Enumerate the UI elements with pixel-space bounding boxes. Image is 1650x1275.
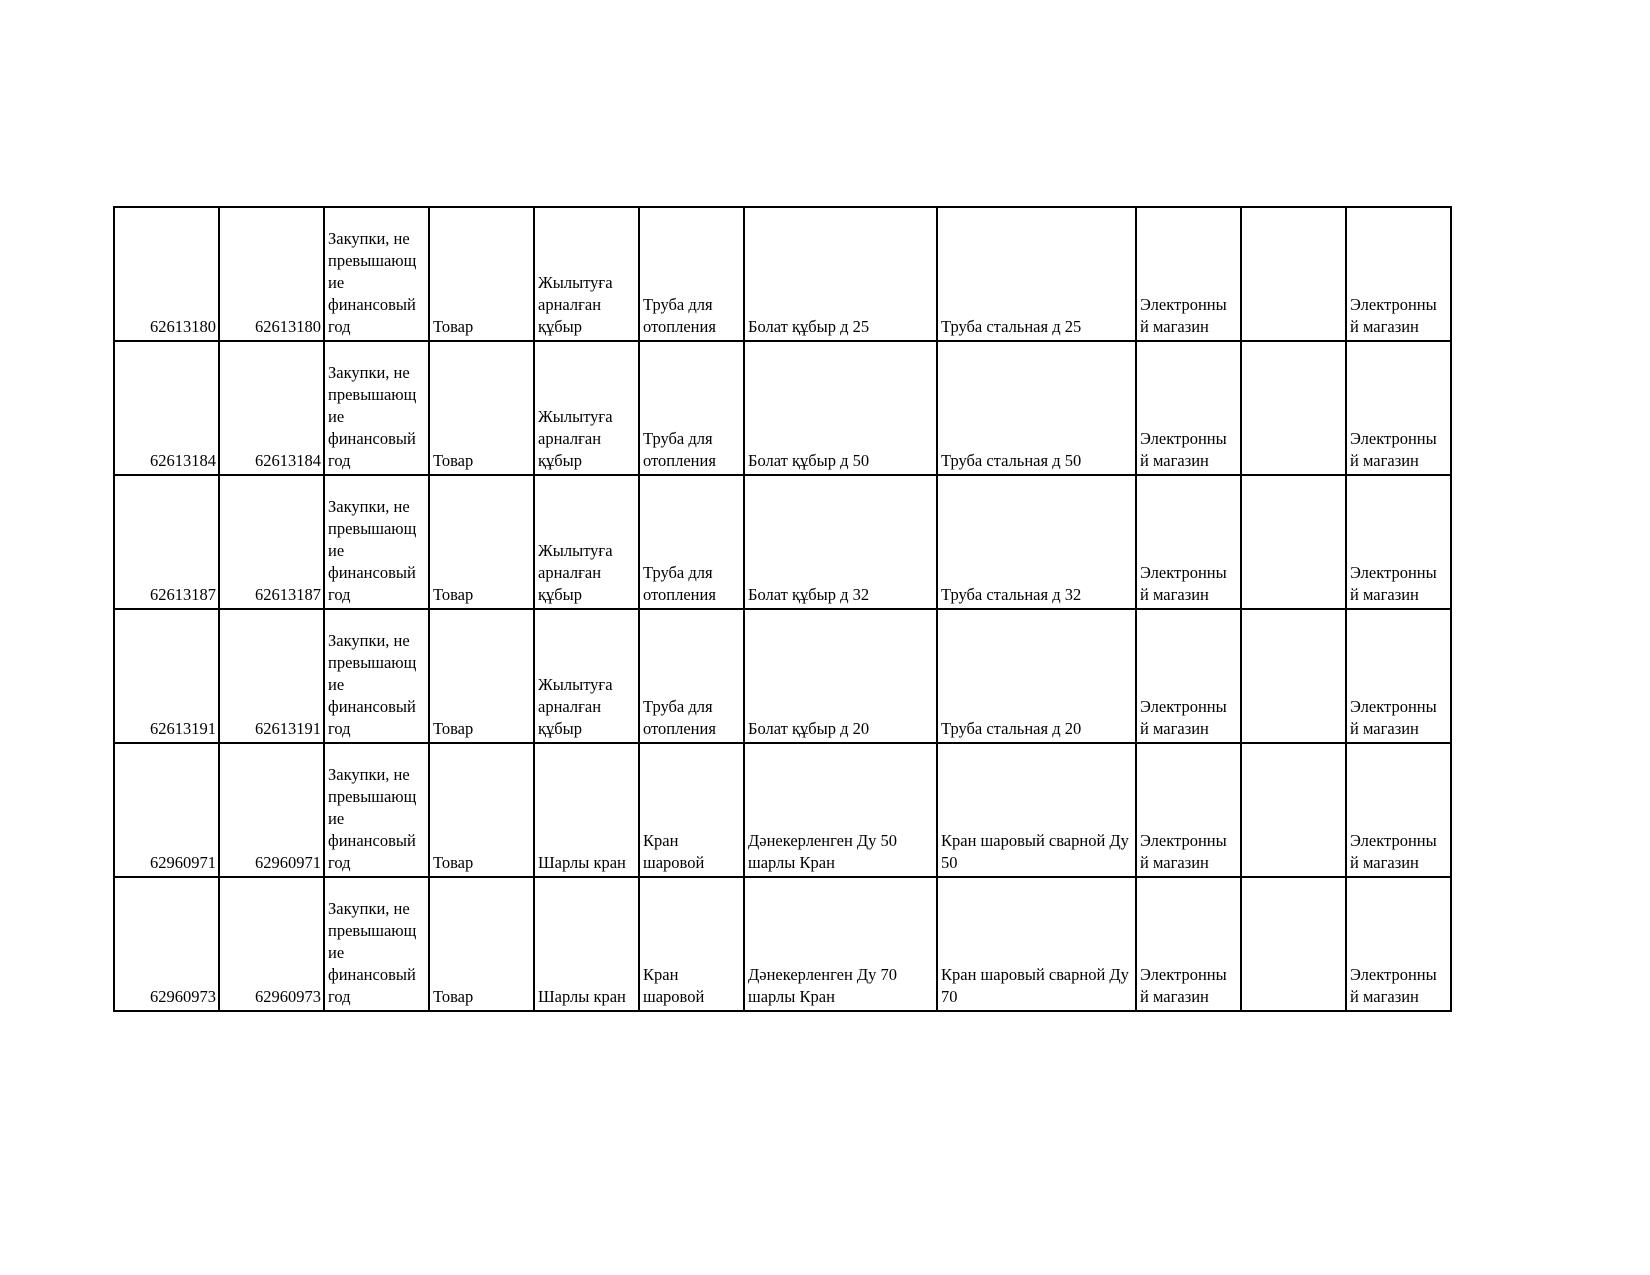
item-spec-ru-cell-text: Труба стальная д 20 [941,719,1082,738]
lot-id-cell [114,475,219,609]
item-name-ru-cell [639,743,744,877]
lot-id-cell-text: 62613180 [150,317,216,336]
subject-type-cell [429,207,534,341]
procurement-method-cell-text: Закупки, не превышающ ие финансовый год [328,363,417,470]
item-name-kz-cell [534,609,639,743]
item-name-ru-cell [639,341,744,475]
table-body [114,207,1451,1011]
item-spec-ru-cell [937,877,1136,1011]
empty-cell [1241,475,1346,609]
table-row [114,877,1451,1011]
lot-id-cell-text: 62613191 [150,719,216,738]
item-name-ru-cell-text: Труба для отопления [643,295,716,336]
purchase-channel-cell [1136,609,1241,743]
purchase-channel-cell [1136,341,1241,475]
item-name-kz-cell [534,877,639,1011]
purchase-channel-alt-cell-text: Электронны й магазин [1350,831,1437,872]
empty-cell [1241,609,1346,743]
purchase-channel-cell-text: Электронны й магазин [1140,295,1227,336]
lot-id-cell [114,207,219,341]
empty-cell [1241,743,1346,877]
item-id-cell-text: 62613187 [255,585,321,604]
item-name-ru-cell [639,609,744,743]
item-spec-kz-cell-text: Болат құбыр д 50 [748,451,870,470]
subject-type-cell [429,475,534,609]
item-id-cell-text: 62960973 [255,987,321,1006]
item-spec-ru-cell [937,743,1136,877]
procurement-method-cell [324,609,429,743]
subject-type-cell [429,341,534,475]
item-spec-ru-cell [937,341,1136,475]
item-spec-kz-cell [744,207,937,341]
purchase-channel-alt-cell [1346,743,1451,877]
purchase-channel-alt-cell [1346,341,1451,475]
item-name-ru-cell [639,207,744,341]
item-spec-ru-cell-text: Труба стальная д 50 [941,451,1082,470]
procurement-method-cell-text: Закупки, не превышающ ие финансовый год [328,229,417,336]
item-spec-kz-cell-text: Болат құбыр д 25 [748,317,870,336]
subject-type-cell-text: Товар [433,317,474,336]
item-id-cell-text: 62960971 [255,853,321,872]
purchase-channel-alt-cell-text: Электронны й магазин [1350,697,1437,738]
item-spec-kz-cell [744,877,937,1011]
procurement-table [113,206,1452,1012]
item-id-cell [219,877,324,1011]
item-name-ru-cell-text: Труба для отопления [643,563,716,604]
item-spec-kz-cell [744,475,937,609]
subject-type-cell [429,609,534,743]
item-spec-ru-cell [937,475,1136,609]
item-id-cell [219,743,324,877]
item-name-ru-cell-text: Кран шаровой [643,965,705,1006]
purchase-channel-alt-cell [1346,475,1451,609]
item-spec-kz-cell-text: Болат құбыр д 32 [748,585,870,604]
procurement-method-cell-text: Закупки, не превышающ ие финансовый год [328,631,417,738]
item-spec-kz-cell-text: Дәнекерленген Ду 70 шарлы Кран [748,965,898,1006]
item-name-ru-cell-text: Труба для отопления [643,429,716,470]
purchase-channel-cell-text: Электронны й магазин [1140,965,1227,1006]
subject-type-cell-text: Товар [433,451,474,470]
purchase-channel-alt-cell [1346,609,1451,743]
subject-type-cell-text: Товар [433,987,474,1006]
item-id-cell-text: 62613184 [255,451,321,470]
purchase-channel-alt-cell-text: Электронны й магазин [1350,563,1437,604]
purchase-channel-cell-text: Электронны й магазин [1140,831,1227,872]
procurement-method-cell-text: Закупки, не превышающ ие финансовый год [328,497,417,604]
item-spec-ru-cell-text: Труба стальная д 25 [941,317,1082,336]
procurement-method-cell [324,341,429,475]
item-spec-ru-cell [937,207,1136,341]
item-spec-kz-cell-text: Дәнекерленген Ду 50 шарлы Кран [748,831,898,872]
lot-id-cell [114,877,219,1011]
table-row [114,609,1451,743]
item-name-kz-cell-text: Жылытуға арналған құбыр [538,541,613,604]
empty-cell [1241,341,1346,475]
item-name-ru-cell-text: Труба для отопления [643,697,716,738]
item-name-kz-cell [534,341,639,475]
item-name-ru-cell [639,877,744,1011]
item-id-cell [219,609,324,743]
item-spec-ru-cell [937,609,1136,743]
purchase-channel-cell-text: Электронны й магазин [1140,563,1227,604]
lot-id-cell [114,341,219,475]
lot-id-cell [114,743,219,877]
item-spec-ru-cell-text: Труба стальная д 32 [941,585,1082,604]
item-id-cell-text: 62613191 [255,719,321,738]
lot-id-cell-text: 62960973 [150,987,216,1006]
subject-type-cell [429,877,534,1011]
item-id-cell [219,207,324,341]
subject-type-cell-text: Товар [433,719,474,738]
table-row [114,743,1451,877]
item-name-kz-cell-text: Жылытуға арналған құбыр [538,273,613,336]
purchase-channel-cell-text: Электронны й магазин [1140,697,1227,738]
item-id-cell [219,341,324,475]
lot-id-cell-text: 62960971 [150,853,216,872]
item-spec-ru-cell-text: Кран шаровый сварной Ду 50 [941,831,1129,872]
item-name-kz-cell-text: Шарлы кран [538,853,626,872]
procurement-method-cell [324,207,429,341]
subject-type-cell [429,743,534,877]
procurement-method-cell [324,743,429,877]
empty-cell [1241,877,1346,1011]
table-row [114,207,1451,341]
item-spec-kz-cell-text: Болат құбыр д 20 [748,719,870,738]
item-name-kz-cell-text: Шарлы кран [538,987,626,1006]
lot-id-cell-text: 62613187 [150,585,216,604]
purchase-channel-alt-cell-text: Электронны й магазин [1350,965,1437,1006]
purchase-channel-cell [1136,877,1241,1011]
purchase-channel-cell [1136,207,1241,341]
purchase-channel-cell [1136,475,1241,609]
purchase-channel-cell [1136,743,1241,877]
item-name-ru-cell [639,475,744,609]
item-spec-kz-cell [744,609,937,743]
purchase-channel-cell-text: Электронны й магазин [1140,429,1227,470]
purchase-channel-alt-cell [1346,207,1451,341]
purchase-channel-alt-cell-text: Электронны й магазин [1350,295,1437,336]
item-name-kz-cell-text: Жылытуға арналған құбыр [538,675,613,738]
lot-id-cell-text: 62613184 [150,451,216,470]
purchase-channel-alt-cell [1346,877,1451,1011]
lot-id-cell [114,609,219,743]
empty-cell [1241,207,1346,341]
item-id-cell-text: 62613180 [255,317,321,336]
procurement-method-cell-text: Закупки, не превышающ ие финансовый год [328,765,417,872]
item-name-kz-cell [534,207,639,341]
purchase-channel-alt-cell-text: Электронны й магазин [1350,429,1437,470]
item-name-kz-cell [534,743,639,877]
subject-type-cell-text: Товар [433,585,474,604]
item-name-kz-cell [534,475,639,609]
subject-type-cell-text: Товар [433,853,474,872]
procurement-method-cell [324,877,429,1011]
procurement-method-cell [324,475,429,609]
item-name-kz-cell-text: Жылытуға арналған құбыр [538,407,613,470]
table-row [114,341,1451,475]
item-name-ru-cell-text: Кран шаровой [643,831,705,872]
item-spec-ru-cell-text: Кран шаровый сварной Ду 70 [941,965,1129,1006]
item-spec-kz-cell [744,341,937,475]
item-spec-kz-cell [744,743,937,877]
procurement-method-cell-text: Закупки, не превышающ ие финансовый год [328,899,417,1006]
table-row [114,475,1451,609]
item-id-cell [219,475,324,609]
